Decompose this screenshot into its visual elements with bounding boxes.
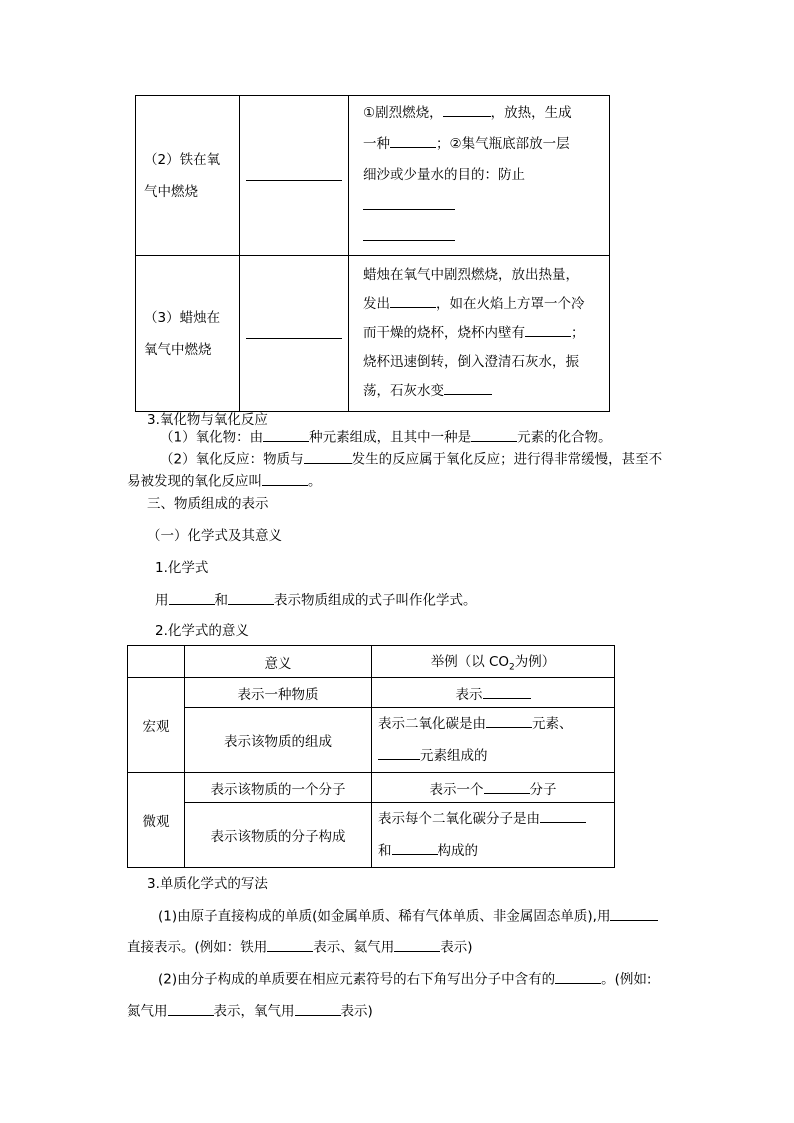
header-example [372, 646, 615, 678]
label-line: 氧气中燃烧 [144, 341, 212, 358]
answer-blank[interactable] [540, 809, 586, 824]
answer-blank[interactable] [378, 746, 420, 761]
heading: 1.化学式 [155, 560, 209, 576]
text: 发生的反应属于氧化反应；进行得非常缓慢，甚至不 [351, 451, 663, 468]
meaning-cell: 表示一种物质 [185, 678, 372, 708]
combustion-table [135, 95, 610, 412]
text: 和 [378, 843, 392, 859]
answer-blank[interactable] [168, 1001, 214, 1016]
table-row [128, 708, 615, 773]
text: ；②集气瓶底部放一层 [436, 136, 570, 152]
answer-blank[interactable] [555, 969, 601, 984]
answer-blank[interactable] [262, 471, 308, 486]
text: ，放热，生成 [490, 105, 572, 121]
paragraph [127, 1001, 373, 1022]
text: 氮气用 [127, 1003, 168, 1020]
phenomenon-cell [349, 96, 610, 256]
text: 元素的化合物。 [517, 429, 612, 446]
answer-blank[interactable] [390, 134, 436, 149]
answer-blank[interactable] [525, 323, 571, 338]
answer-blank[interactable] [471, 427, 517, 442]
paragraph [155, 590, 477, 611]
answer-blank[interactable] [304, 449, 352, 464]
example-cell [372, 678, 615, 708]
meaning-cell: 表示该物质的一个分子 [185, 773, 372, 803]
answer-blank[interactable] [267, 937, 313, 952]
text: 构成的 [437, 843, 478, 859]
text: 表示物质组成的式子叫作化学式。 [274, 592, 477, 609]
subsection-heading: （一）化学式及其意义 [147, 528, 282, 544]
meaning-cell: 表示该物质的分子构成 [185, 803, 372, 868]
table-row [128, 678, 615, 708]
answer-blank[interactable] [444, 381, 492, 396]
text: 一种 [363, 136, 390, 152]
header-meaning: 意义 [185, 646, 372, 678]
table-row [136, 256, 610, 412]
answer-blank[interactable] [295, 1001, 341, 1016]
label-line: 气中燃烧 [144, 183, 198, 200]
heading: 2.化学式的意义 [155, 623, 249, 639]
text: 表示一个 [429, 781, 484, 798]
section-heading: 三、物质组成的表示 [147, 496, 269, 512]
row-label [136, 96, 240, 256]
section-heading: 3.单质化学式的写法 [147, 876, 268, 892]
text: ，如在火焰上方罩一个冷 [436, 296, 585, 312]
answer-blank[interactable] [246, 324, 342, 339]
text: 。 [308, 473, 322, 490]
answer-blank[interactable] [263, 427, 309, 442]
text: 表示) [440, 939, 473, 956]
text: 。(例如: [601, 971, 652, 988]
text: ； [571, 325, 585, 341]
example-cell [372, 708, 615, 773]
text: 表示 [455, 686, 483, 703]
formula-meaning-table [127, 645, 615, 868]
answer-blank[interactable] [363, 227, 455, 242]
meaning-cell: 表示该物质的组成 [185, 708, 372, 773]
text: 荡，石灰水变 [363, 383, 444, 399]
text: (1)由原子直接构成的单质(如金属单质、稀有气体单质、非金属固态单质),用 [158, 908, 611, 925]
text: 为例） [514, 654, 556, 671]
table-row [128, 803, 615, 868]
text: 表示每个二氧化碳分子是由 [378, 811, 540, 827]
text: （2）氧化反应：物质与 [160, 451, 304, 468]
phenomenon-cell [349, 256, 610, 412]
answer-blank[interactable] [610, 906, 658, 921]
table-header-row [128, 646, 615, 678]
text: 元素、 [532, 716, 573, 732]
text: 发出 [363, 296, 390, 312]
text: 用 [155, 592, 169, 609]
answer-blank[interactable] [392, 841, 438, 856]
text: 种元素组成，且其中一种是 [309, 429, 472, 446]
text: (2)由分子构成的单质要在相应元素符号的右下角写出分子中含有的 [158, 971, 556, 988]
text: 元素组成的 [420, 748, 488, 764]
header-empty [128, 646, 185, 678]
text: 分子 [529, 781, 557, 798]
paragraph [158, 969, 651, 990]
answer-blank[interactable] [443, 103, 491, 118]
section-heading: 3.氧化物与氧化反应 [147, 412, 268, 428]
text: 细沙或少量水的目的：防止 [363, 167, 525, 183]
table-row [128, 773, 615, 803]
equation-cell [240, 96, 349, 256]
text: 易被发现的氧化反应叫 [127, 473, 262, 490]
equation-cell [240, 256, 349, 412]
label-line: （2）铁在氧 [144, 151, 221, 168]
text: 蜡烛在氧气中剧烈燃烧，放出热量， [363, 267, 579, 283]
paragraph [127, 471, 322, 492]
example-cell [372, 803, 615, 868]
text: 举例（以 CO [430, 654, 510, 671]
paragraph [158, 906, 658, 927]
paragraph [127, 937, 473, 958]
answer-blank[interactable] [228, 590, 274, 605]
answer-blank[interactable] [363, 196, 455, 211]
answer-blank[interactable] [169, 590, 215, 605]
example-cell [372, 773, 615, 803]
answer-blank[interactable] [394, 937, 440, 952]
text: 表示二氧化碳是由 [378, 716, 486, 732]
text: 和 [214, 592, 228, 609]
paragraph [160, 449, 662, 470]
paragraph [160, 427, 612, 448]
row-label [136, 256, 240, 412]
text: 直接表示。(例如：铁用 [127, 939, 268, 956]
text: 表示、氦气用 [313, 939, 395, 956]
micro-label: 微观 [128, 773, 185, 868]
text: 表示，氧气用 [213, 1003, 295, 1020]
answer-blank[interactable] [486, 714, 532, 729]
label-line: （3）蜡烛在 [144, 309, 221, 326]
subscript: 2 [509, 662, 515, 673]
answer-blank[interactable] [246, 166, 342, 181]
answer-blank[interactable] [390, 294, 436, 309]
text: 而干燥的烧杯，烧杯内壁有 [363, 325, 525, 341]
text: 表示) [340, 1003, 373, 1020]
table-row [136, 96, 610, 256]
answer-blank[interactable] [484, 779, 530, 794]
text: ①剧烈燃烧， [363, 105, 443, 121]
text: 烧杯迅速倒转，倒入澄清石灰水，振 [363, 354, 579, 370]
text: （1）氧化物：由 [160, 429, 264, 446]
macro-label: 宏观 [128, 678, 185, 773]
answer-blank[interactable] [483, 684, 531, 699]
